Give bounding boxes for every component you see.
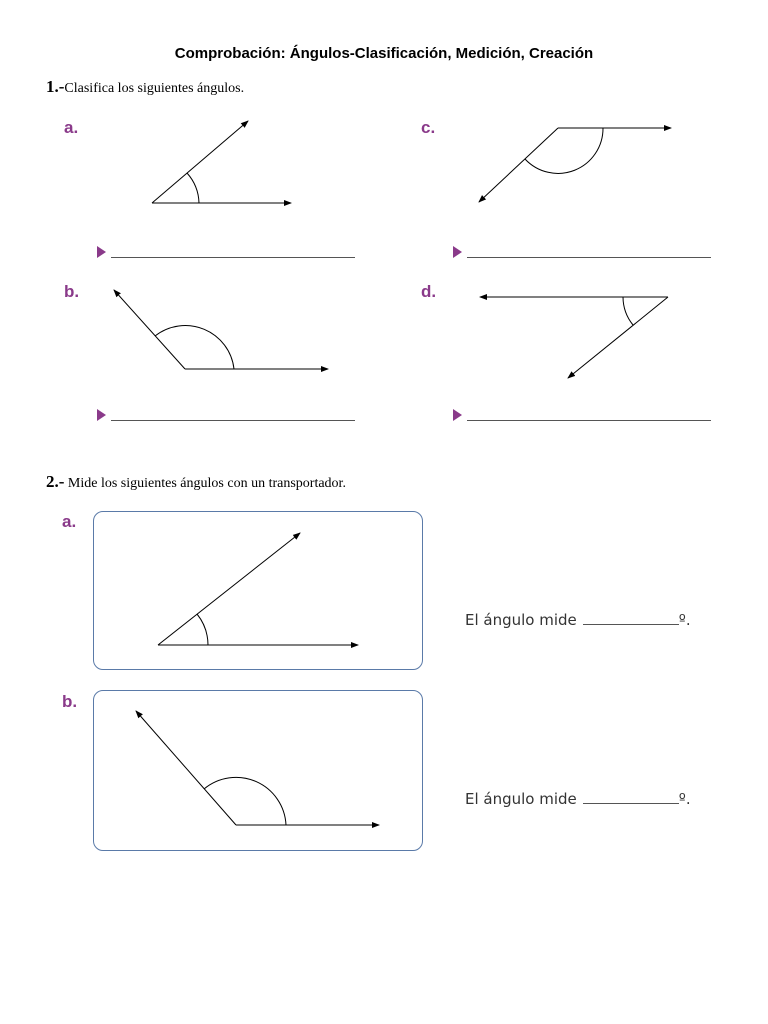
question-1-number: 1.- — [46, 77, 65, 96]
q1-item-d-letter: d. — [421, 282, 437, 301]
q1-item-a-letter: a. — [64, 118, 79, 137]
angle-1a — [152, 121, 291, 203]
q1-item-c-letter: c. — [421, 118, 436, 137]
angle-1d — [480, 297, 668, 378]
measure-prefix: El ángulo mide — [465, 611, 577, 629]
question-1-text: Clasifica los siguientes ángulos. — [64, 81, 245, 96]
measure-prefix: El ángulo mide — [465, 790, 577, 808]
angle-1b — [114, 290, 328, 369]
angle-1c — [479, 128, 671, 202]
measure-suffix: º. — [678, 611, 691, 629]
angle-2a — [158, 533, 358, 645]
angle-2b — [136, 711, 379, 825]
question-2-number: 2.- — [46, 472, 65, 491]
q2-item-a-letter: a. — [62, 512, 77, 531]
measure-suffix: º. — [678, 790, 691, 808]
q1-item-b-letter: b. — [64, 282, 80, 301]
question-2-text: Mide los siguientes ángulos con un transportador. — [67, 476, 346, 491]
q2-item-b-letter: b. — [62, 692, 78, 711]
page-title: Comprobación: Ángulos-Clasificación, Medición, Creación — [174, 45, 594, 62]
